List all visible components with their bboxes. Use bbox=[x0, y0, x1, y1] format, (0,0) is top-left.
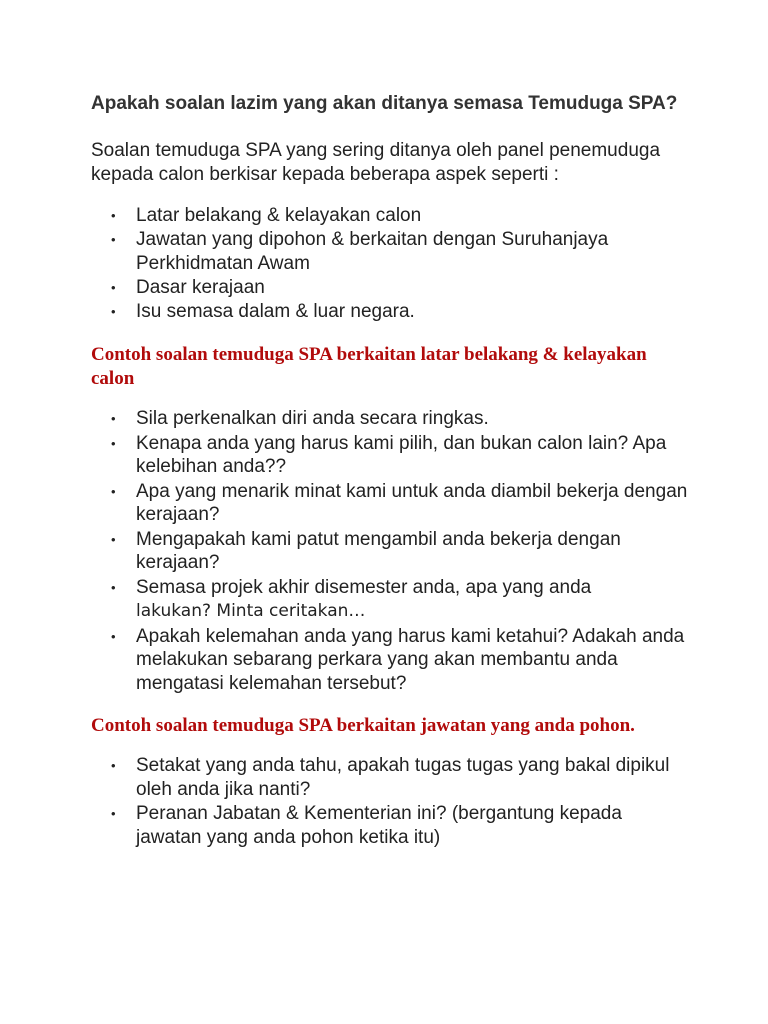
section-heading-background: Contoh soalan temuduga SPA berkaitan latar belakang & kelayakan calon bbox=[91, 344, 647, 389]
list-item-text: Peranan Jabatan & Kementerian ini? (bergantung kepada jawatan yang anda pohon ketika itu) bbox=[136, 803, 622, 848]
list-item bbox=[91, 228, 691, 275]
list-item-text: Kenapa anda yang harus kami pilih, dan bukan calon lain? Apa kelebihan anda?? bbox=[136, 432, 667, 477]
list-item-text: Semasa projek akhir disemester anda, apa yang anda bbox=[136, 576, 592, 598]
list-item bbox=[91, 407, 691, 431]
intro-paragraph: Soalan temuduga SPA yang sering ditanya oleh panel penemuduga kepada calon berkisar kepada beberapa aspek seperti : bbox=[91, 140, 661, 185]
bullet-icon: • bbox=[111, 279, 116, 295]
bullet-icon: • bbox=[111, 232, 116, 247]
bullet-icon: • bbox=[111, 758, 116, 773]
list-item bbox=[91, 480, 691, 527]
page-heading: Apakah soalan lazim yang akan ditanya semasa Temuduga SPA? bbox=[91, 93, 678, 114]
list-item-text: Apakah kelemahan anda yang harus kami ketahui? Adakah anda melakukan sebarang perkara yang akan membantu anda mengatasi kelemahan tersebut? bbox=[136, 625, 685, 694]
background-question-list bbox=[91, 407, 691, 695]
position-question-list bbox=[91, 754, 691, 849]
bullet-icon: • bbox=[111, 806, 116, 821]
aspect-list bbox=[91, 204, 691, 323]
list-item-text: Isu semasa dalam & luar negara. bbox=[136, 300, 415, 322]
bullet-icon: • bbox=[111, 208, 116, 223]
bullet-icon: • bbox=[111, 531, 116, 547]
list-item bbox=[91, 528, 691, 575]
section-heading-position: Contoh soalan temuduga SPA berkaitan jawatan yang anda pohon. bbox=[91, 715, 635, 736]
list-item bbox=[91, 754, 691, 801]
bullet-icon: • bbox=[111, 411, 116, 426]
bullet-icon: • bbox=[111, 579, 116, 595]
bullet-icon: • bbox=[111, 628, 116, 644]
list-item bbox=[91, 802, 691, 849]
list-item-text: Latar belakang & kelayakan calon bbox=[136, 205, 422, 226]
list-item bbox=[91, 432, 691, 479]
list-item bbox=[91, 576, 691, 624]
list-item bbox=[91, 276, 691, 300]
bullet-icon: • bbox=[111, 483, 116, 499]
list-item-text: Sila perkenalkan diri anda secara ringkas. bbox=[136, 408, 489, 429]
list-item bbox=[91, 300, 691, 324]
list-item-text: Mengapakah kami patut mengambil anda bekerja dengan kerajaan? bbox=[136, 528, 621, 573]
list-item-text-continuation: lakukan? Minta ceritakan… bbox=[136, 601, 366, 621]
list-item-text: Jawatan yang dipohon & berkaitan dengan Suruhanjaya Perkhidmatan Awam bbox=[136, 229, 609, 274]
list-item bbox=[91, 204, 691, 228]
list-item bbox=[91, 625, 691, 696]
list-item-text: Setakat yang anda tahu, apakah tugas tugas yang bakal dipikul oleh anda jika nanti? bbox=[136, 755, 670, 800]
list-item-text: Dasar kerajaan bbox=[136, 276, 265, 298]
bullet-icon: • bbox=[111, 303, 116, 319]
list-item-text: Apa yang menarik minat kami untuk anda diambil bekerja dengan kerajaan? bbox=[136, 480, 688, 525]
document-page bbox=[91, 92, 691, 850]
bullet-icon: • bbox=[111, 435, 116, 451]
